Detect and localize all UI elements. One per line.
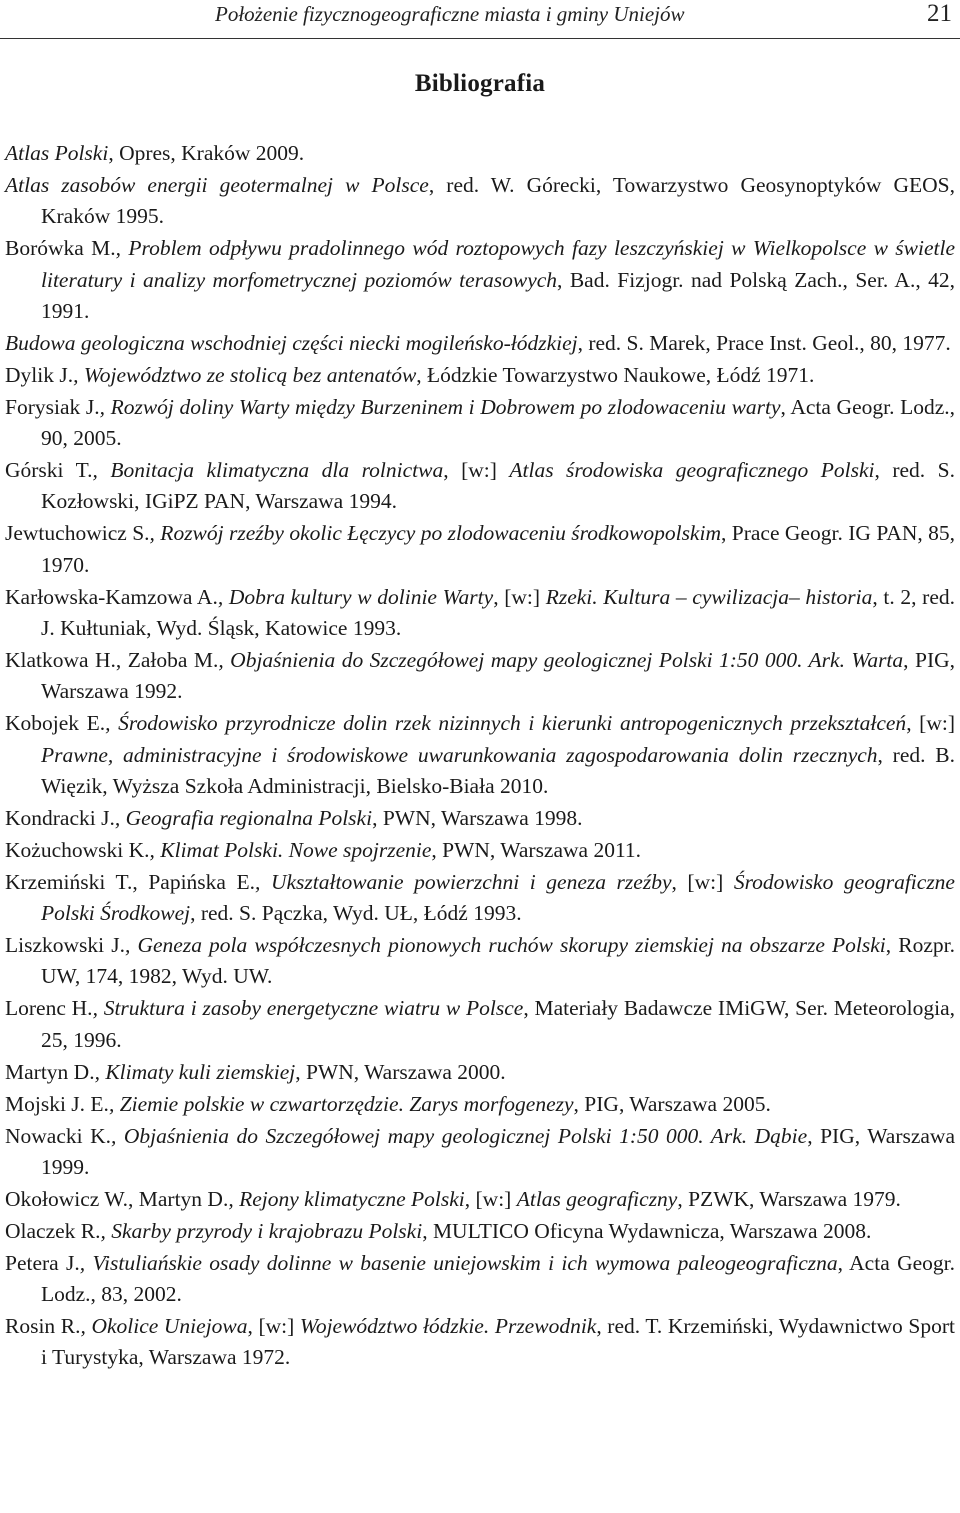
entry-text: , PWN, Warszawa 1998. [372, 805, 583, 830]
entry-text: Karłowska-Kamzowa A. [5, 584, 218, 609]
entry-italic-text: , Środowisko przyrodnicze dolin rzek nizinnych i kierunki antropogenicznych przekształceń [105, 711, 907, 736]
entry-text: , Łódzkie Towarzystwo Naukowe, Łódź 1971. [416, 362, 815, 387]
entry-text: , PWN, Warszawa 2000. [295, 1059, 506, 1084]
entry-text: , Rozpr. UW, 174, 1982, Wyd. UW. [41, 933, 955, 989]
entry-text: Jewtuchowicz S. [5, 521, 150, 546]
entry-italic-text: , Ukształtowanie powierzchni i geneza rzeźby [255, 869, 672, 894]
entry-text: Lorenc H. [5, 996, 93, 1021]
entry-italic-text: , Bonitacja klimatyczna dla rolnictwa [92, 458, 444, 483]
entry-text: , PIG, Warszawa 1999. [41, 1123, 955, 1179]
bibliography-entry [5, 328, 955, 359]
bibliography-entry [5, 1248, 955, 1311]
entry-text: Borówka M. [5, 236, 116, 261]
entry-text: Petera J. [5, 1250, 80, 1275]
entry-italic-text: , Objaśnienia do Szczegółowej mapy geologicznej Polski 1:50 000. Ark. Dąbie [111, 1123, 808, 1148]
entry-text: , PIG, Warszawa 1992. [41, 647, 956, 704]
entry-italic-text: , Klimaty kuli ziemskiej [94, 1059, 296, 1084]
entry-italic-text: Rzeki. Kultura – cywilizacja– historia [545, 584, 873, 609]
entry-italic-text: Prawne, administracyjne i środowiskowe uwarunkowania zagospodarowania dolin rzecznych [41, 742, 878, 767]
bibliography-entry [5, 803, 955, 834]
entry-italic-text: Atlas środowiska geograficznego Polski [509, 458, 875, 483]
entry-text: , Materiały Badawcze IMiGW, Ser. Meteorologia, 25, 1996. [41, 996, 955, 1052]
bibliography-entry [5, 582, 955, 645]
bibliography-entry [5, 455, 955, 518]
entry-text: , [w:] [671, 869, 734, 894]
entry-text: , [w:] [493, 584, 546, 609]
entry-text: , red. S. Pączka, Wyd. UŁ, Łódź 1993. [190, 901, 522, 926]
entry-text: Liszkowski J. [5, 933, 125, 958]
entry-text: , MULTICO Oficyna Wydawnicza, Warszawa 2008. [422, 1218, 872, 1243]
entry-text: , red. W. Górecki, Towarzystwo Geosynoptyków GEOS, Kraków 1995. [41, 172, 956, 229]
entry-text: , PIG, Warszawa 2005. [573, 1091, 771, 1116]
entry-italic-text: , Województwo ze stolicą bez antenatów [73, 362, 417, 387]
entry-text: Kondracki J. [5, 805, 115, 830]
section-heading: Bibliografia [414, 70, 546, 97]
entry-text: , Prace Geogr. IG PAN, 85, 1970. [41, 521, 956, 577]
entry-text: Mojski J. E. [5, 1091, 109, 1116]
entry-text: , Acta Geogr. Lodz., 83, 2002. [41, 1250, 955, 1307]
entry-text: Górski T. [5, 458, 93, 483]
entry-text: , red. S. Kozłowski, IGiPZ PAN, Warszawa 1994. [41, 458, 955, 514]
bibliography-entry [5, 392, 955, 455]
bibliography-entry [5, 138, 955, 169]
entry-text: Rosin R. [5, 1314, 81, 1339]
entry-italic-text: , Struktura i zasoby energetyczne wiatru w Polsce [92, 996, 524, 1021]
header-divider [0, 38, 960, 39]
bibliography-entry [5, 1184, 955, 1215]
entry-italic-text: , Ziemie polskie w czwartorzędzie. Zarys morfogenezy [108, 1091, 574, 1116]
entry-text: , [w:] [906, 711, 955, 736]
entry-italic-text: Województwo łódzkie. Przewodnik [299, 1314, 597, 1339]
entry-italic-text: , Geneza pola współczesnych pionowych ruchów skorupy ziemskiej na obszarze Polski [124, 933, 886, 958]
entry-italic-text: Atlas zasobów energii geotermalnej w Polsce [5, 172, 429, 197]
entry-text: , [w:] [247, 1314, 300, 1339]
entry-italic-text: Atlas geograficzny [516, 1186, 678, 1211]
entry-text: Forysiak J. [5, 394, 100, 419]
entry-text: Krzemiński T., Papińska E. [5, 869, 256, 894]
entry-text: Olaczek R. [5, 1218, 101, 1243]
entry-italic-text: , Problem odpływu pradolinnego wód roztopowych fazy leszczyńskiej w Wielkopolsce w świetle literatury i analizy morfometrycznej poziomów terasowych [41, 236, 955, 292]
bibliography-entry [5, 1216, 955, 1247]
entry-text: Dylik J. [5, 362, 74, 387]
bibliography-entry [5, 835, 955, 866]
bibliography-list [5, 138, 955, 1374]
entry-italic-text: , Skarby przyrody i krajobrazu Polski [100, 1218, 423, 1243]
entry-italic-text: , Klimat Polski. Nowe spojrzenie [149, 837, 432, 862]
entry-text: , Acta Geogr. Lodz., 90, 2005. [41, 394, 955, 451]
bibliography-entry [5, 930, 955, 993]
entry-italic-text: , Objaśnienia do Szczegółowej mapy geologicznej Polski 1:50 000. Ark. Warta [218, 647, 904, 672]
running-header [0, 0, 960, 30]
entry-text: Klatkowa H., Załoba M. [5, 647, 219, 672]
entry-italic-text: , Rejony klimatyczne Polski [228, 1186, 465, 1211]
entry-text: , PZWK, Warszawa 1979. [677, 1186, 901, 1211]
bibliography-entry [5, 233, 955, 327]
entry-text: , red. B. Więzik, Wyższa Szkoła Administracji, Bielsko-Biała 2010. [41, 742, 955, 798]
bibliography-entry [5, 708, 955, 802]
entry-italic-text: Środowisko geograficzne Polski Środkowej [41, 869, 955, 926]
entry-italic-text: , Rozwój rzeźby okolic Łęczycy po zlodowaceniu środkowopolskim [149, 521, 721, 546]
entry-text: Okołowicz W., Martyn D. [5, 1186, 229, 1211]
bibliography-entry [5, 645, 955, 708]
entry-text: , Opres, Kraków 2009. [108, 141, 305, 165]
bibliography-entry [5, 518, 955, 581]
entry-italic-text: , Rozwój doliny Warty między Burzeninem i Dobrowem po zlodowaceniu warty [99, 394, 781, 419]
entry-text: , [w:] [443, 458, 510, 483]
entry-italic-text: , Okolice Uniejowa [80, 1314, 248, 1339]
entry-italic-text: Atlas Polski [5, 141, 109, 165]
entry-text: , red. S. Marek, Prace Inst. Geol., 80, 1977. [577, 330, 951, 355]
bibliography-entry [5, 867, 955, 930]
entry-text: , [w:] [464, 1186, 517, 1211]
entry-text: Kożuchowski K. [5, 837, 150, 862]
entry-text: Kobojek E. [5, 711, 106, 736]
bibliography-entry [5, 1311, 955, 1374]
entry-text: Nowacki K. [5, 1123, 112, 1148]
entry-italic-text: , Geografia regionalna Polski [114, 805, 373, 830]
entry-text: , red. T. Krzemiński, Wydawnictwo Sport i Turystyka, Warszawa 1972. [41, 1314, 955, 1370]
page-number: 21 [927, 0, 952, 27]
bibliography-entry [5, 993, 955, 1056]
entry-italic-text: , Vistuliańskie osady dolinne w basenie uniejowskim i ich wymowa paleogeograficzna [79, 1250, 838, 1275]
bibliography-entry [5, 1089, 955, 1120]
running-title: Położenie fizycznogeograficzne miasta i gminy Uniejów [215, 2, 685, 26]
entry-text: , t. 2, red. J. Kułtuniak, Wyd. Śląsk, Katowice 1993. [41, 584, 955, 640]
entry-italic-text: , Dobra kultury w dolinie Warty [217, 584, 494, 609]
bibliography-entry [5, 360, 955, 391]
entry-italic-text: Budowa geologiczna wschodniej części niecki mogileńsko-łódzkiej [5, 330, 578, 355]
entry-text: Martyn D. [5, 1059, 95, 1084]
bibliography-entry [5, 1121, 955, 1184]
bibliography-entry [5, 1057, 955, 1088]
entry-text: , Bad. Fizjogr. nad Polską Zach., Ser. A., 42, 1991. [41, 267, 955, 323]
entry-text: , PWN, Warszawa 2011. [431, 837, 642, 862]
bibliography-entry [5, 170, 955, 233]
